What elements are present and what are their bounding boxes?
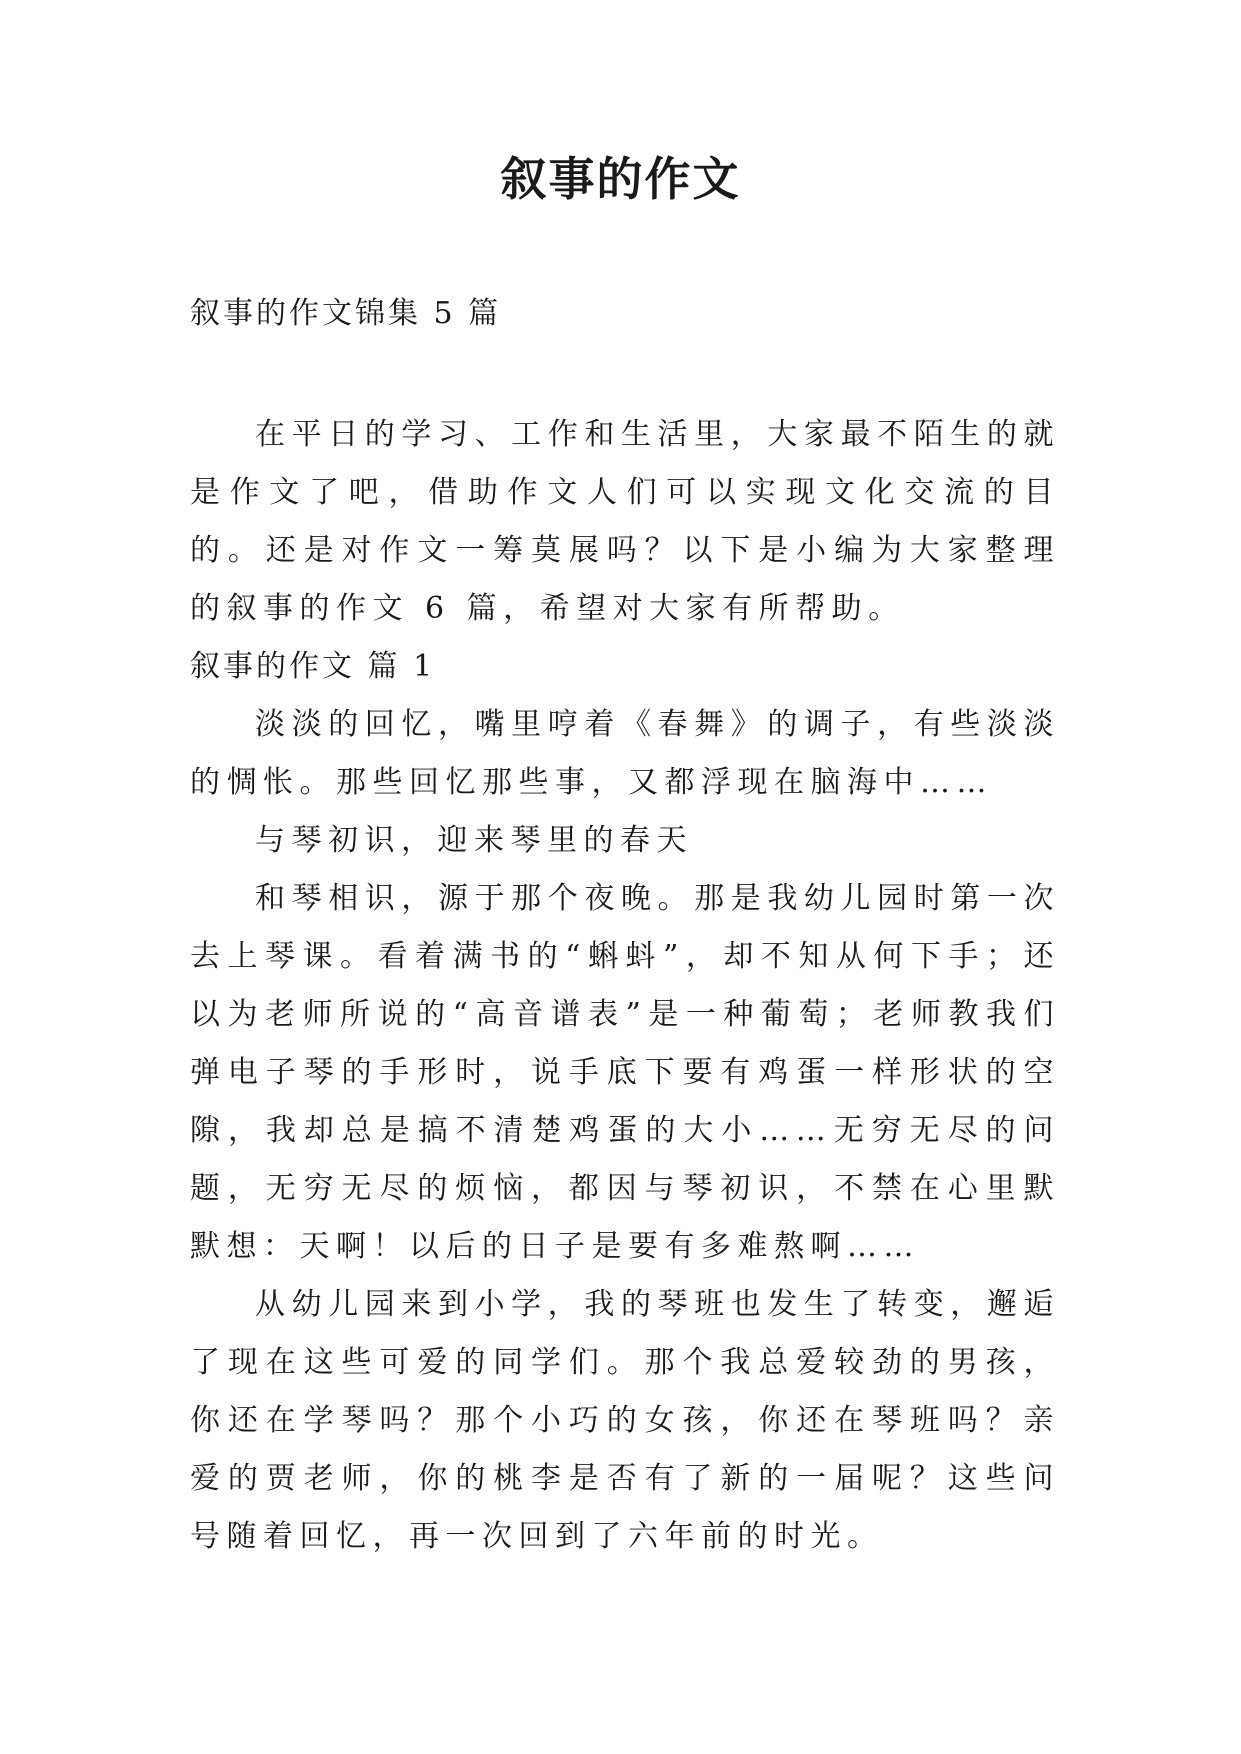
document-subtitle: 叙事的作文锦集 5 篇 — [190, 296, 502, 331]
document-body — [190, 406, 1060, 1566]
body-paragraph: 从幼儿园来到小学，我的琴班也发生了转变，邂逅了现在这些可爱的同学们。那个我总爱较劲的男孩，你还在学琴吗？那个小巧的女孩，你还在琴班吗？亲爱的贾老师，你的桃李是否有了新的一届呢？这些问号随着回忆，再一次回到了六年前的时光。 — [190, 1287, 1060, 1554]
body-paragraph: 淡淡的回忆，嘴里哼着《春舞》的调子，有些淡淡的惆怅。那些回忆那些事，又都浮现在脑海中…… — [190, 707, 1060, 800]
body-paragraph: 和琴相识，源于那个夜晚。那是我幼儿园时第一次去上琴课。看着满书的“蝌蚪”，却不知从何下手；还以为老师所说的“高音谱表”是一种葡萄；老师教我们弹电子琴的手形时，说手底下要有鸡蛋一样形状的空隙，我却总是搞不清楚鸡蛋的大小……无穷无尽的问题，无穷无尽的烦恼，都因与琴初识，不禁在心里默默想：天啊！以后的日子是要有多难熬啊…… — [190, 881, 1060, 1264]
body-paragraph: 与琴初识，迎来琴里的春天 — [255, 823, 693, 858]
intro-paragraph: 在平日的学习、工作和生活里，大家最不陌生的就是作文了吧，借助作文人们可以实现文化交流的目的。还是对作文一筹莫展吗？以下是小编为大家整理的叙事的作文 6 篇，希望对大家有所帮助。 — [190, 417, 1060, 626]
document-title: 叙事的作文 — [500, 152, 741, 206]
section-heading: 叙事的作文 篇 1 — [190, 649, 436, 684]
